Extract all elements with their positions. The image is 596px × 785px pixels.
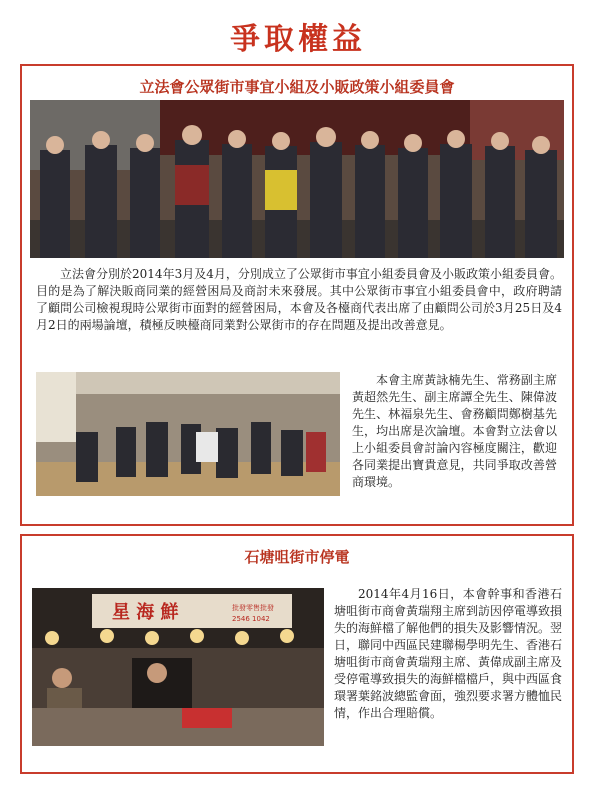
shop-phone-text: 2546 1042 <box>232 615 270 623</box>
section-paragraph: 2014年4月16日，本會幹事和香港石塘咀街市商會黃瑞翔主席到訪因停電導致損失的海鮮檔了解他們的損失及影響情況。翌日，聯同中西區民建聯楊學明先生、香港石塘咀街市商會黃瑞翔主席、黃偉成副主席及受停電導致損失的海鮮檔檔戶，與中西區食環署葉銘波總監會面，強烈要求署方體恤民情，作出合理賠償。 <box>334 587 563 720</box>
section-power-outage <box>20 534 574 774</box>
section-heading: 立法會公眾街市事宜小組及小販政策小組委員會 <box>139 78 455 96</box>
section-paragraph: 立法會分別於2014年3月及4月，分別成立了公眾街市事宜小組委員會及小販政策小組委員會。目的是為了解決販商同業的經營困局及商討未來發展。其中公眾街市事宜小組委員會中，政府聘請了顧問公司檢視現時公眾街市面對的經營困局，本會及各檯商代表出席了由顧問公司於3月25日及4月2日的兩場論壇，積極反映檯商同業對公眾街市的存在問題及提出改善意見。 <box>36 267 562 332</box>
section-paragraph-attendees: 本會主席黃詠楠先生、常務副主席黃超然先生、副主席譚全先生、陳偉波先生、林福泉先生、會務顧問鄭樹基先生，均出席是次論壇。本會對立法會以上小組委員會討論內容極度關注，歡迎各同業提出寶貴意見，共同爭取改善營商環境。 <box>352 373 557 489</box>
seafood-stall-photo <box>32 588 324 746</box>
shop-sign-small-text: 批發零售批發 <box>232 604 274 612</box>
group-photo <box>30 100 564 258</box>
section-legco-committee <box>20 64 574 526</box>
page-title: 爭取權益 <box>230 22 366 57</box>
forum-photo <box>36 372 340 496</box>
shop-sign-text: 星 海 鮮 <box>112 602 179 623</box>
section-heading: 石塘咀街市停電 <box>244 548 350 566</box>
